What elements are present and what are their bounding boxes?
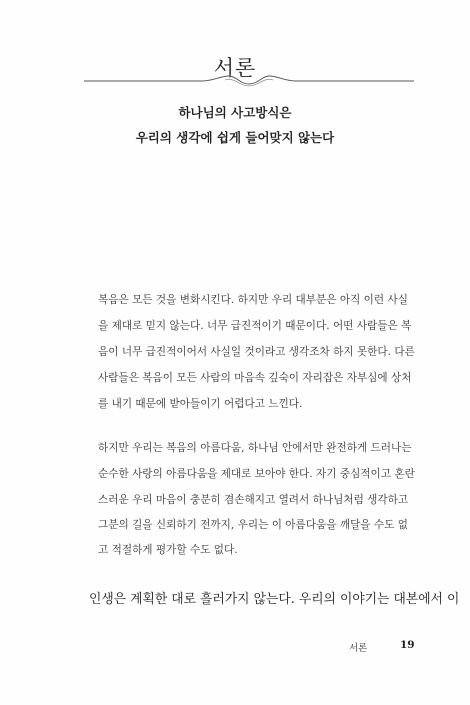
paragraph-line: 그분의 길을 신뢰하기 전까지, 우리는 이 아름다움을 깨달을 수도 없 [98, 519, 408, 531]
paragraph-line: 하지만 우리는 복음의 아름다움, 하나님 안에서만 완전하게 드러나는 [98, 442, 412, 454]
ornament-divider [84, 72, 414, 90]
subtitle-line-2: 우리의 생각에 쉽게 들어맞지 않는다 [135, 130, 335, 145]
subtitle-line-1: 하나님의 사고방식은 [178, 105, 292, 120]
footer-chapter-label: 서론 [349, 643, 368, 654]
paragraph-line: 복음은 모든 것을 변화시킨다. 하지만 우리 대부분은 아직 이런 사실 [98, 294, 408, 306]
lead-in-line: 인생은 계획한 대로 흘러가지 않는다. 우리의 이야기는 대본에서 이 [89, 592, 460, 607]
paragraph-line: 를 내기 때문에 받아들이기 어렵다고 느낀다. [98, 398, 303, 410]
paragraph-line: 스러운 우리 마음이 충분히 겸손해지고 열려서 하나님처럼 생각하고 [98, 494, 409, 506]
paragraph-line: 고 적절하게 평가할 수도 없다. [98, 544, 238, 556]
paragraph-line: 음이 너무 급진적이어서 사실일 것이라고 생각조차 하지 못한다. 다른 [98, 346, 415, 358]
paragraph-line: 사람들은 복음이 모든 사람의 마음속 깊숙이 자리잡은 자부심에 상처 [98, 372, 412, 384]
paragraph-line: 순수한 사랑의 아름다움을 제대로 보아야 한다. 자기 중심적이고 혼란 [98, 468, 415, 480]
chapter-title: 서론 [213, 56, 257, 80]
page-number: 19 [400, 639, 415, 651]
paragraph-line: 을 제대로 믿지 않는다. 너무 급진적이기 때문이다. 어떤 사람들은 복 [98, 320, 412, 332]
